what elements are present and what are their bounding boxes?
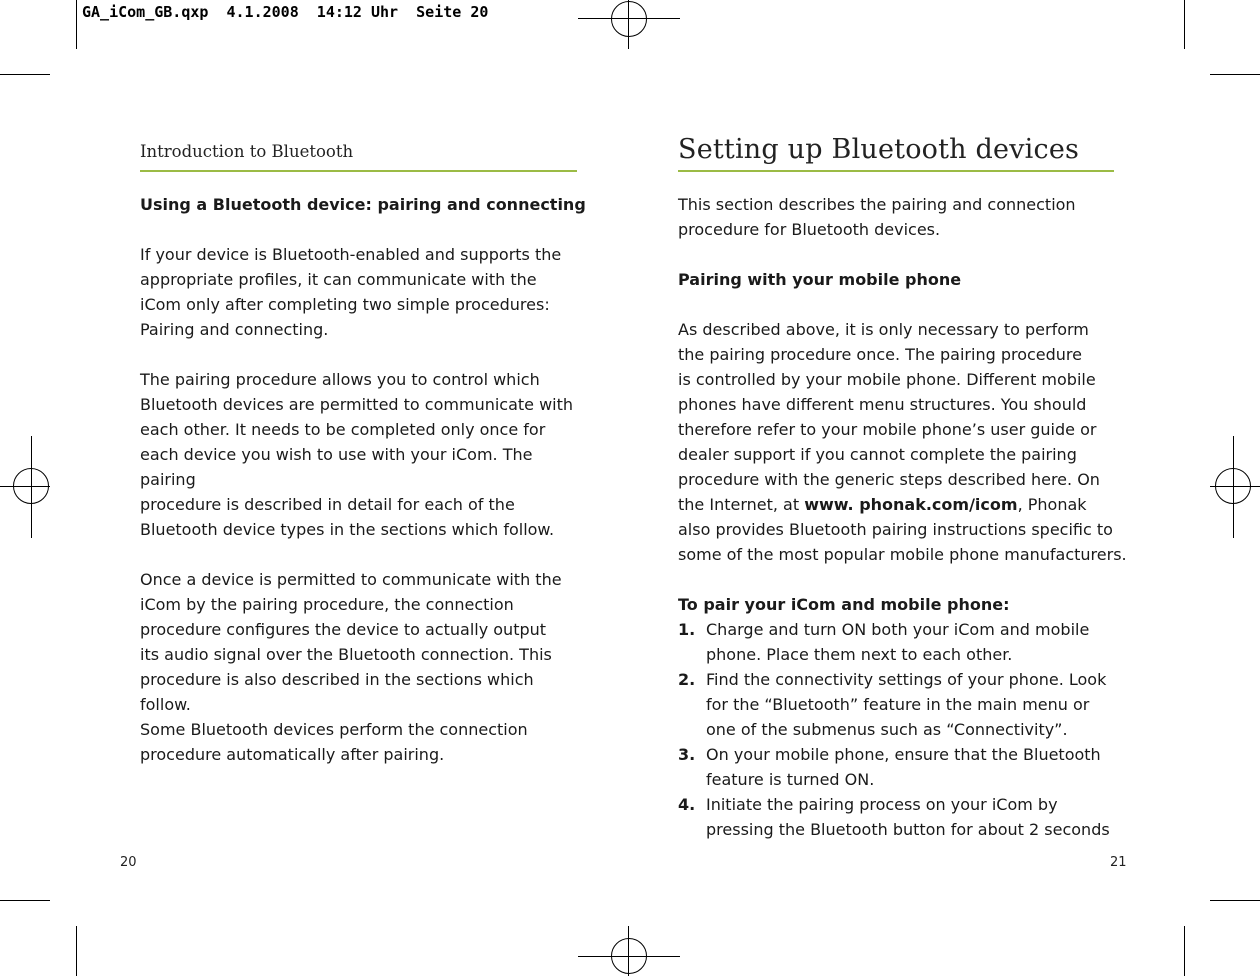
running-head: Introduction to Bluetooth — [140, 142, 354, 161]
crop-mark — [0, 74, 50, 75]
section-heading: Using a Bluetooth device: pairing and connecting — [140, 195, 586, 214]
paragraph: As described above, it is only necessary to perform the pairing procedure once. The pairing procedure is controlled by your mobile phone. Different mobile phones have different menu structures. You should therefore refer to your mobile phone’s user guide or dealer support if you cannot complete the pairing procedure with the generic steps described here. On the Internet, at www. phonak.com/icom, Phonak also provides Bluetooth pairing instructions specific to some of the most popular mobile phone manufacturers. — [678, 320, 1127, 564]
step-number: 2. — [678, 670, 696, 689]
header-rule — [140, 170, 577, 172]
paragraph: Once a device is permitted to communicate with the iCom by the pairing procedure, the connection procedure configures the device to actually output its audio signal over the Bluetooth connection. This procedure is also described in the sections which follow. Some Bluetooth devices perform the connection procedure automatically after pairing. — [140, 570, 562, 764]
list-item: 3. On your mobile phone, ensure that the Bluetooth feature is turned ON. — [678, 742, 1127, 792]
crop-mark — [76, 0, 77, 49]
crop-mark — [1184, 926, 1185, 976]
steps-list — [678, 617, 1127, 842]
list-item: 4. Initiate the pairing process on your iCom by pressing the Bluetooth button for about 2 seconds — [678, 792, 1127, 842]
website-link[interactable]: www. phonak.com/icom — [804, 495, 1018, 514]
section-heading: Pairing with your mobile phone — [678, 270, 962, 289]
right-body — [678, 192, 1127, 842]
paragraph: This section describes the pairing and connection procedure for Bluetooth devices. — [678, 195, 1076, 239]
crop-mark — [76, 926, 77, 976]
crop-mark — [1210, 74, 1260, 75]
crop-mark — [0, 900, 50, 901]
crop-mark — [1210, 900, 1260, 901]
page-number: 21 — [1110, 855, 1127, 870]
steps-heading: To pair your iCom and mobile phone: — [678, 595, 1010, 614]
print-slug: GA_iCom_GB.qxp 4.1.2008 14:12 Uhr Seite 20 — [82, 3, 489, 21]
step-number: 1. — [678, 620, 696, 639]
list-item: 1. Charge and turn ON both your iCom and mobile phone. Place them next to each other. — [678, 617, 1127, 667]
page-number: 20 — [120, 855, 137, 870]
paragraph: The pairing procedure allows you to control which Bluetooth devices are permitted to communicate with each other. It needs to be completed only once for each device you wish to use with your iCom. The pairing procedure is described in detail for each of the Bluetooth device types in the sections which follow. — [140, 370, 574, 539]
page-title: Setting up Bluetooth devices — [678, 134, 1080, 165]
step-number: 4. — [678, 795, 696, 814]
list-item: 2. Find the connectivity settings of your phone. Look for the “Bluetooth” feature in the main menu or one of the submenus such as “Connectivity”. — [678, 667, 1127, 742]
left-body — [140, 192, 588, 767]
paragraph: If your device is Bluetooth-enabled and supports the appropriate profiles, it can communicate with the iCom only after completing two simple procedures: Pairing and connecting. — [140, 245, 562, 339]
crop-mark — [1184, 0, 1185, 49]
title-rule — [678, 170, 1114, 172]
step-number: 3. — [678, 745, 696, 764]
